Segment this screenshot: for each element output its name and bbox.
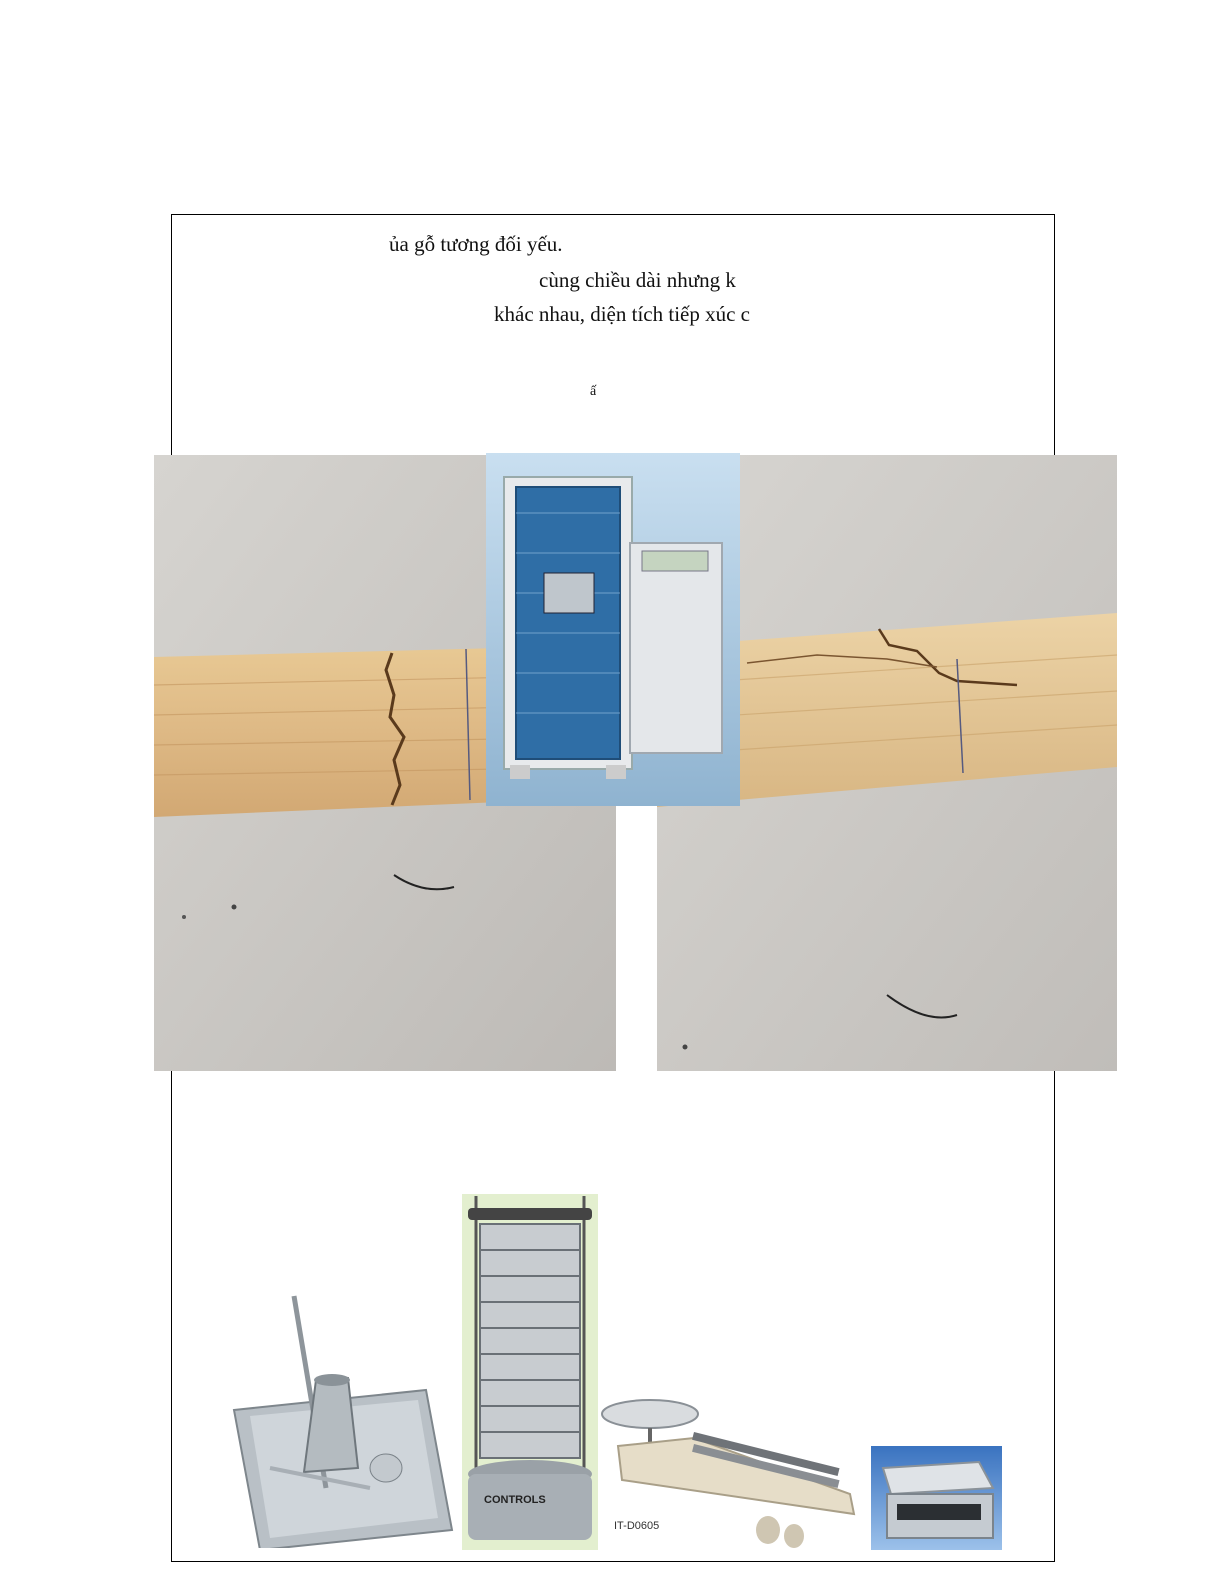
triple-beam-balance-photo — [598, 1390, 860, 1550]
sieve-shaker-photo — [462, 1194, 598, 1550]
digital-scale-photo — [871, 1446, 1002, 1550]
text-line-1: ủa gỗ tương đối yếu. — [389, 232, 563, 256]
sieve-brand-label: CONTROLS — [484, 1494, 546, 1506]
text-line-2: cùng chiều dài nhưng k — [539, 268, 736, 292]
slump-cone-tray-photo — [230, 1292, 456, 1548]
balance-model-label: IT-D0605 — [614, 1520, 660, 1532]
compression-testing-machine-photo — [486, 453, 740, 806]
text-line-3: khác nhau, diện tích tiếp xúc c — [494, 302, 750, 326]
text-line-4: ấ — [590, 384, 597, 399]
